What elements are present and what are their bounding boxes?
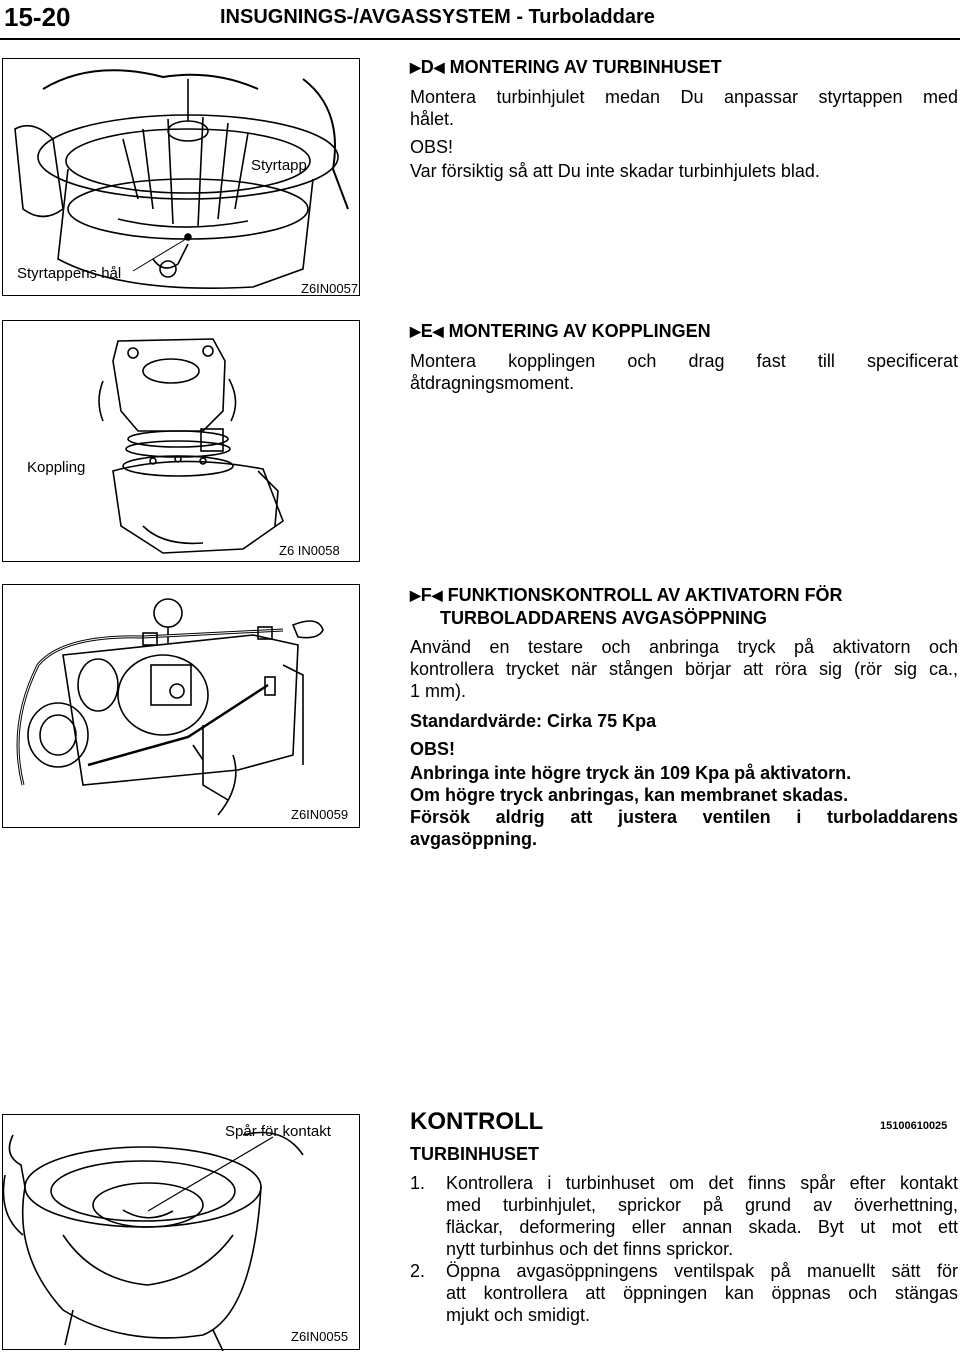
section-f-line2: kontrollera trycket när stången börjar att röra sig (rör sig ca., [410, 659, 958, 679]
section-f-warn3: Försök aldrig att justera ventilen i turboladdarens [410, 807, 958, 827]
kontroll-subtitle: TURBINHUSET [410, 1144, 539, 1164]
item1-line3: fläckar, deformering eller annan skada. Byt ut mot ett [446, 1217, 958, 1237]
page-title: INSUGNINGS-/AVGASSYSTEM - Turboladdare [220, 6, 655, 28]
turbine-wheel-drawing [3, 59, 361, 297]
kontroll-title: KONTROLL [410, 1108, 544, 1135]
section-f-title-line2: TURBOLADDARENS AVGASÖPPNING [440, 608, 768, 628]
coupling-drawing [3, 321, 361, 563]
figure-turbine-housing [2, 1114, 360, 1350]
play-arrow-icon: ▶ [410, 59, 421, 75]
item2-line2: att kontrollera att öppningen kan öppnas och stängas [446, 1283, 958, 1303]
section-d-heading [410, 56, 722, 79]
figure-code: Z6 IN0058 [279, 543, 340, 558]
figure-actuator-test [2, 584, 360, 828]
label-spar-for-kontakt: Spår för kontakt [225, 1123, 331, 1140]
section-f-obs: OBS! [410, 739, 455, 759]
section-e-title: MONTERING AV KOPPLINGEN [448, 321, 711, 341]
label-styrtapp: Styrtapp [251, 157, 307, 174]
section-d-line2: hålet. [410, 109, 455, 129]
kontroll-code: 15100610025 [880, 1120, 948, 1132]
back-arrow-icon: ◀ [432, 323, 444, 339]
section-d-title: MONTERING AV TURBINHUSET [449, 57, 722, 77]
section-f-line3: 1 mm). [410, 681, 466, 701]
back-arrow-icon: ◀ [433, 59, 445, 75]
section-f-warn2: Om högre tryck anbringas, kan membranet skadas. [410, 785, 849, 805]
figure-turbine-wheel [2, 58, 360, 296]
section-e-line1: Montera kopplingen och drag fast till specificerat [410, 351, 958, 371]
section-d-line1: Montera turbinhjulet medan Du anpassar styrtappen med [410, 87, 958, 107]
section-f-warn4: avgasöppning. [410, 829, 538, 849]
section-e-marker: E [420, 321, 433, 341]
section-d-warning: Var försiktig så att Du inte skadar turbinhjulets blad. [410, 161, 820, 181]
figure-coupling [2, 320, 360, 562]
section-f-warn1: Anbringa inte högre tryck än 109 Kpa på aktivatorn. [410, 763, 852, 783]
actuator-test-drawing [3, 585, 361, 829]
section-d-obs: OBS! [410, 137, 454, 157]
header-divider [0, 38, 960, 40]
section-d-marker: D [420, 57, 434, 77]
section-f-heading [410, 584, 843, 607]
label-koppling: Koppling [27, 459, 86, 476]
item1-number: 1. [410, 1173, 426, 1193]
page-number: 15-20 [4, 2, 71, 32]
item2-line1: Öppna avgasöppningens ventilspak på manuellt sätt för [446, 1261, 958, 1281]
figure-code: Z6IN0055 [291, 1329, 349, 1344]
figure-code: Z6IN0057 [301, 281, 359, 296]
play-arrow-icon: ▶ [410, 587, 421, 603]
section-e-heading [410, 320, 711, 343]
item2-number: 2. [410, 1261, 426, 1281]
item1-line2: med turbinhjulet, sprickor på grund av överhettning, [446, 1195, 958, 1215]
play-arrow-icon: ▶ [410, 323, 421, 339]
section-f-line1: Använd en testare och anbringa tryck på aktivatorn och [410, 637, 958, 657]
item1-line1: Kontrollera i turbinhuset om det finns spår efter kontakt [446, 1173, 958, 1193]
item1-line4: nytt turbinhus och det finns sprickor. [446, 1239, 734, 1259]
figure-code: Z6IN0059 [291, 807, 349, 822]
item2-line3: mjukt och smidigt. [446, 1305, 591, 1325]
back-arrow-icon: ◀ [431, 587, 443, 603]
section-f-standard: Standardvärde: Cirka 75 Kpa [410, 711, 657, 731]
section-e-line2: åtdragningsmoment. [410, 373, 575, 393]
turbine-housing-drawing [3, 1115, 361, 1351]
label-styrtappens-hal: Styrtappens hål [17, 265, 122, 282]
section-f-marker: F [420, 585, 432, 605]
section-f-title-line1: FUNKTIONSKONTROLL AV AKTIVATORN FÖR [447, 585, 843, 605]
